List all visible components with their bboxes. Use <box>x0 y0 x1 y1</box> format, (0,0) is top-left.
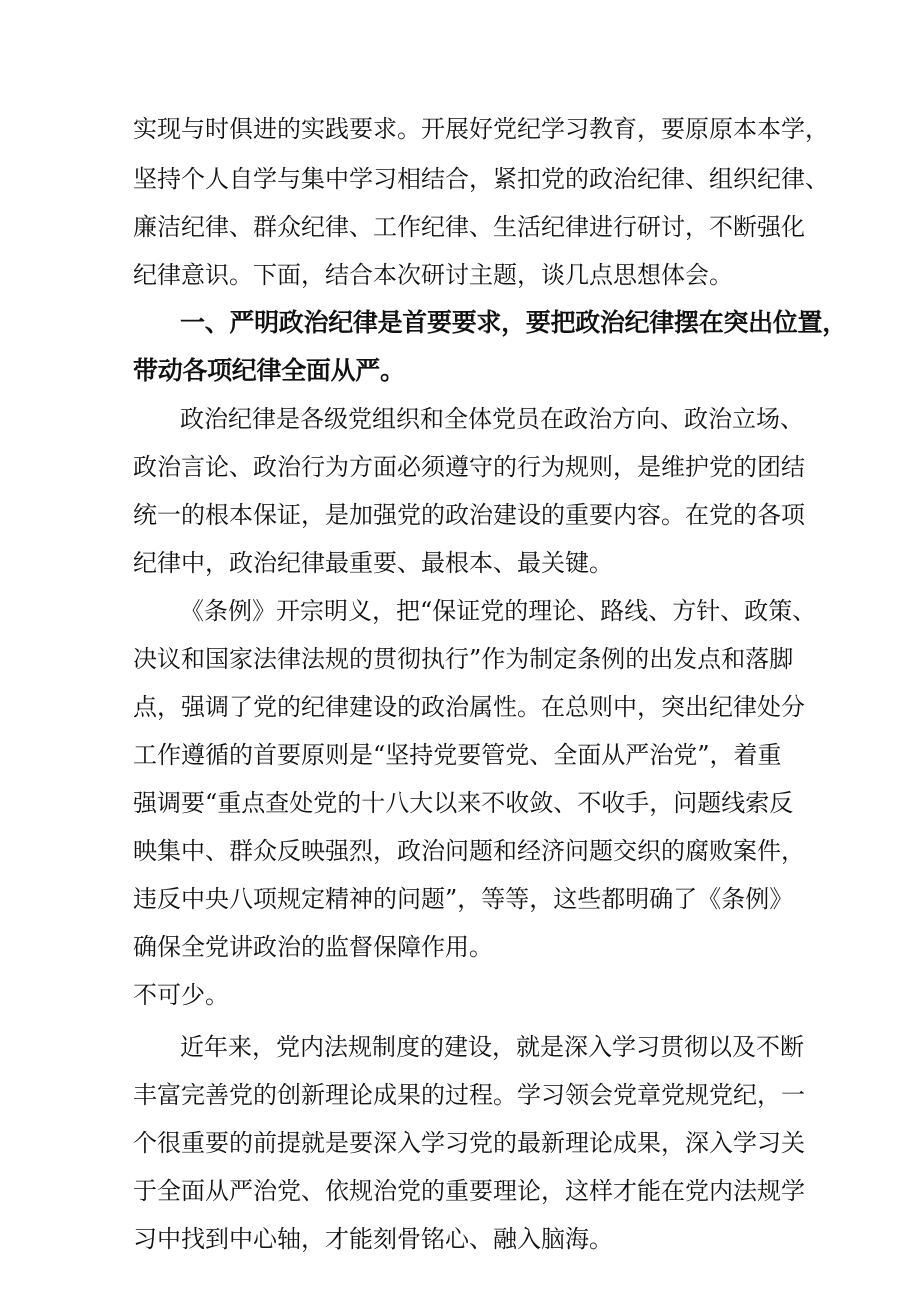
intro-line-3: 廉洁纪律、群众纪律、工作纪律、生活纪律进行研讨，不断强化 <box>133 213 805 241</box>
regulations-line-7: 违反中央八项规定精神的问题”，等等，这些都明确了《条例》 <box>133 885 794 913</box>
recent-years-line-1: 近年来，党内法规制度的建设，就是深入学习贯彻以及不断 <box>180 1033 804 1061</box>
section-heading-line-1: 一、严明政治纪律是首要要求，要把政治纪律摆在突出位置， <box>180 308 847 337</box>
recent-years-line-5: 习中找到中心轴，才能刻骨铭心、融入脑海。 <box>133 1225 613 1253</box>
political-discipline-line-3: 统一的根本保证，是加强党的政治建设的重要内容。在党的各项 <box>133 501 805 529</box>
regulations-line-3: 点，强调了党的纪律建设的政治属性。在总则中，突出纪律处分 <box>133 693 805 721</box>
regulations-line-4: 工作遵循的首要原则是“坚持党要管党、全面从严治党”，着重 <box>133 741 782 769</box>
section-heading-line-2: 带动各项纪律全面从严。 <box>133 356 405 385</box>
intro-line-2: 坚持个人自学与集中学习相结合，紧扣党的政治纪律、组织纪律、 <box>133 165 829 193</box>
intro-line-1: 实现与时俱进的实践要求。开展好党纪学习教育，要原原本本学， <box>133 115 829 143</box>
recent-years-line-3: 个很重要的前提就是要深入学习党的最新理论成果，深入学习关 <box>133 1129 805 1157</box>
intro-line-4: 纪律意识。下面，结合本次研讨主题，谈几点思想体会。 <box>133 261 733 289</box>
regulations-line-1: 《条例》开宗明义，把“保证党的理论、路线、方针、政策、 <box>180 597 817 625</box>
regulations-line-2: 决议和国家法律法规的贯彻执行”作为制定条例的出发点和落脚 <box>133 645 794 673</box>
political-discipline-line-1: 政治纪律是各级党组织和全体党员在政治方向、政治立场、 <box>180 405 804 433</box>
recent-years-line-2: 丰富完善党的创新理论成果的过程。学习领会党章党规党纪，一 <box>133 1081 805 1109</box>
regulations-line-6: 映集中、群众反映强烈，政治问题和经济问题交织的腐败案件， <box>133 837 805 865</box>
recent-years-line-4: 于全面从严治党、依规治党的重要理论，这样才能在党内法规学 <box>133 1177 805 1205</box>
regulations-line-9: 不可少。 <box>133 981 229 1009</box>
political-discipline-line-2: 政治言论、政治行为方面必须遵守的行为规则，是维护党的团结 <box>133 453 805 481</box>
regulations-line-5: 强调要“重点查处党的十八大以来不收敛、不收手，问题线索反 <box>133 789 794 817</box>
regulations-line-8: 确保全党讲政治的监督保障作用。 <box>133 933 493 961</box>
political-discipline-line-4: 纪律中，政治纪律最重要、最根本、最关键。 <box>133 549 613 577</box>
